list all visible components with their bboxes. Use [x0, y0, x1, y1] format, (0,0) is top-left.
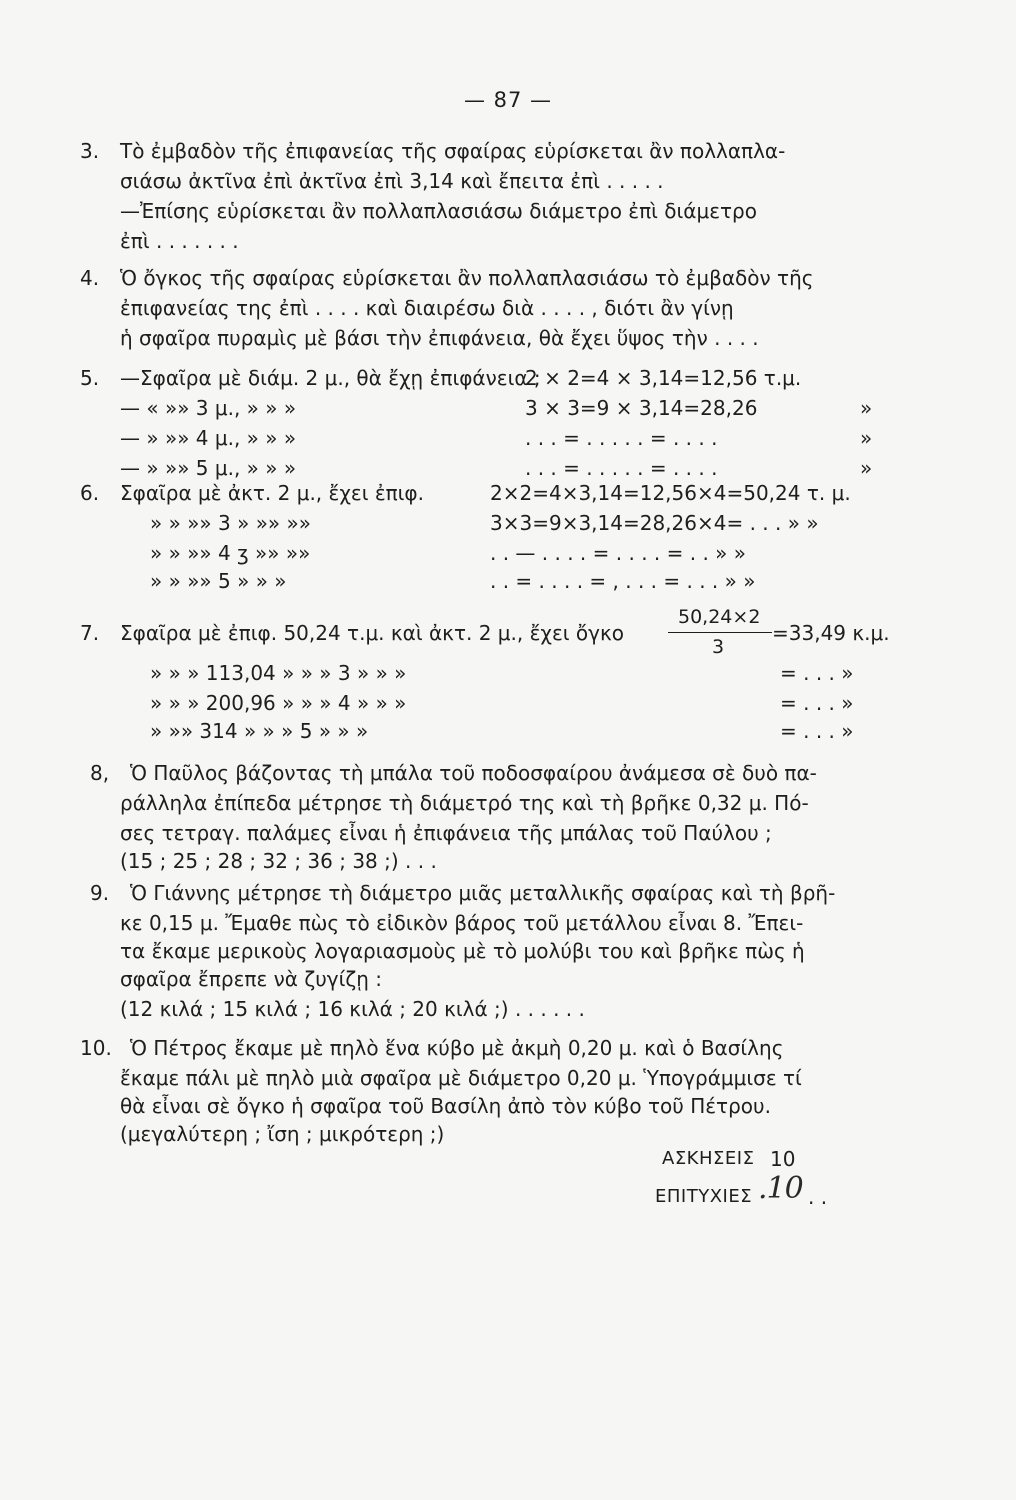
row-suffix: » — [860, 396, 873, 420]
row-label: » »» 314 » » » 5 » » » — [150, 719, 369, 743]
text-line: (μεγαλύτερη ; ἴση ; μικρότερη ;) — [120, 1122, 445, 1146]
text-line: σιάσω ἀκτῖνα ἐπὶ ἀκτῖνα ἐπὶ 3,14 καὶ ἔπειτα ἐπὶ . . . . . — [120, 169, 664, 193]
text-line: σφαῖρα ἔπρεπε νὰ ζυγίζῃ : — [120, 967, 383, 991]
row-suffix: » — [860, 426, 873, 450]
row-suffix: » — [860, 456, 873, 480]
row-calculation: . . — . . . . = . . . . = . . » » — [490, 541, 746, 565]
text-line: θὰ εἶναι σὲ ὄγκο ἡ σφαῖρα τοῦ Βασίλη ἀπὸ τὸν κύβο τοῦ Πέτρου. — [120, 1094, 771, 1118]
row-label: — » »» 5 μ., » » » — [120, 456, 297, 480]
text-line: (12 κιλά ; 15 κιλά ; 16 κιλά ; 20 κιλά ;) . . . . . . — [120, 997, 585, 1021]
text-line: ράλληλα ἐπίπεδα μέτρησε τὴ διάμετρό της καὶ τὴ βρῆκε 0,32 μ. Πό- — [120, 791, 809, 815]
exercise-number: 8, — [90, 761, 110, 785]
exercise-number: 9. — [90, 881, 110, 905]
exercise-number: 6. — [80, 481, 100, 505]
row-calculation: . . . = . . . . . = . . . . — [525, 426, 718, 450]
row-result: = . . . » — [780, 719, 854, 743]
row-label: Σφαῖρα μὲ ἀκτ. 2 μ., ἔχει ἐπιφ. — [120, 481, 424, 505]
row-label: » » » 200,96 » » » 4 » » » — [150, 691, 407, 715]
row-calculation: 2×2=4×3,14=12,56×4=50,24 τ. μ. — [490, 481, 851, 505]
exercise-number: 7. — [80, 621, 100, 645]
fraction-bar — [668, 632, 772, 633]
successes-label: ΕΠΙΤΥΧΙΕΣ — [655, 1186, 753, 1207]
row-label: » » »» 5 » » » — [150, 569, 287, 593]
text-line: τα ἔκαμε μερικοὺς λογαριασμοὺς μὲ τὸ μολύβι του καὶ βρῆκε πὼς ἡ — [120, 939, 805, 963]
text-line: Τὸ ἐμβαδὸν τῆς ἐπιφανείας τῆς σφαίρας εὑρίσκεται ἂν πολλαπλα- — [120, 139, 786, 163]
exercises-value: 10 — [770, 1147, 796, 1171]
text-line: κε 0,15 μ. Ἔμαθε πὼς τὸ εἰδικὸν βάρος τοῦ μετάλλου εἶναι 8. Ἔπει- — [120, 911, 804, 935]
text-line: Σφαῖρα μὲ ἐπιφ. 50,24 τ.μ. καὶ ἀκτ. 2 μ., ἔχει ὄγκο — [120, 621, 624, 645]
text-line: ἔκαμε πάλι μὲ πηλὸ μιὰ σφαῖρα μὲ διάμετρο 0,20 μ. Ὑπογράμμισε τί — [120, 1066, 802, 1090]
fraction-denominator: 3 — [712, 636, 725, 658]
exercises-label: ΑΣΚΗΣΕΙΣ — [662, 1148, 755, 1169]
fraction-numerator: 50,24×2 — [678, 606, 761, 628]
exercise-number: 10. — [80, 1036, 112, 1060]
row-label: » » » 113,04 » » » 3 » » » — [150, 661, 407, 685]
text-line: Ὁ Γιάννης μέτρησε τὴ διάμετρο μιᾶς μεταλλικῆς σφαίρας καὶ τὴ βρῆ- — [130, 881, 836, 905]
row-label: » » »» 4 ʒ »» »» — [150, 541, 311, 565]
text-line: ἐπὶ . . . . . . . — [120, 229, 239, 253]
row-result: = . . . » — [780, 661, 854, 685]
text-line: Ὁ ὄγκος τῆς σφαίρας εὑρίσκεται ἂν πολλαπλασιάσω τὸ ἐμβαδὸν τῆς — [120, 266, 814, 290]
exercise-number: 5. — [80, 366, 100, 390]
page-number: — 87 — — [463, 88, 553, 112]
text-line: Ὁ Πέτρος ἔκαμε μὲ πηλὸ ἕνα κύβο μὲ ἀκμὴ 0,20 μ. καὶ ὁ Βασίλης — [130, 1036, 784, 1060]
row-label: » » »» 3 » »» »» — [150, 511, 311, 535]
row-label: — « »» 3 μ., » » » — [120, 396, 297, 420]
text-line: ἡ σφαῖρα πυραμὶς μὲ βάσι τὴν ἐπιφάνεια, θὰ ἔχει ὕψος τὴν . . . . — [120, 326, 759, 350]
row-calculation: 3 × 3=9 × 3,14=28,26 — [525, 396, 758, 420]
row-calculation: . . . = . . . . . = . . . . — [525, 456, 718, 480]
exercise-number: 4. — [80, 266, 100, 290]
row-label: — » »» 4 μ., » » » — [120, 426, 297, 450]
fraction-result: =33,49 κ.μ. — [772, 621, 890, 645]
exercise-number: 3. — [80, 139, 100, 163]
successes-dots: . . — [808, 1185, 828, 1209]
row-calculation: . . = . . . . = , . . . = . . . » » — [490, 569, 756, 593]
row-result: = . . . » — [780, 691, 854, 715]
text-line: σες τετραγ. παλάμες εἶναι ἡ ἐπιφάνεια τῆς μπάλας τοῦ Παύλου ; — [120, 821, 772, 845]
text-line: —Ἐπίσης εὑρίσκεται ἂν πολλαπλασιάσω διάμετρο ἐπὶ διάμετρο — [120, 199, 757, 223]
text-line: ἐπιφανείας της ἐπὶ . . . . καὶ διαιρέσω διὰ . . . . , διότι ἂν γίνῃ — [120, 296, 734, 320]
row-calculation: 3×3=9×3,14=28,26×4= . . . » » — [490, 511, 819, 535]
row-label: —Σφαῖρα μὲ διάμ. 2 μ., θὰ ἔχῃ ἐπιφάνεια ; — [120, 366, 541, 390]
row-calculation: 2 × 2=4 × 3,14=12,56 τ.μ. — [525, 366, 802, 390]
text-line: (15 ; 25 ; 28 ; 32 ; 36 ; 38 ;) . . . — [120, 849, 437, 873]
successes-value: .10 — [758, 1171, 803, 1206]
text-line: Ὁ Παῦλος βάζοντας τὴ μπάλα τοῦ ποδοσφαίρου ἀνάμεσα σὲ δυὸ πα- — [130, 761, 817, 785]
